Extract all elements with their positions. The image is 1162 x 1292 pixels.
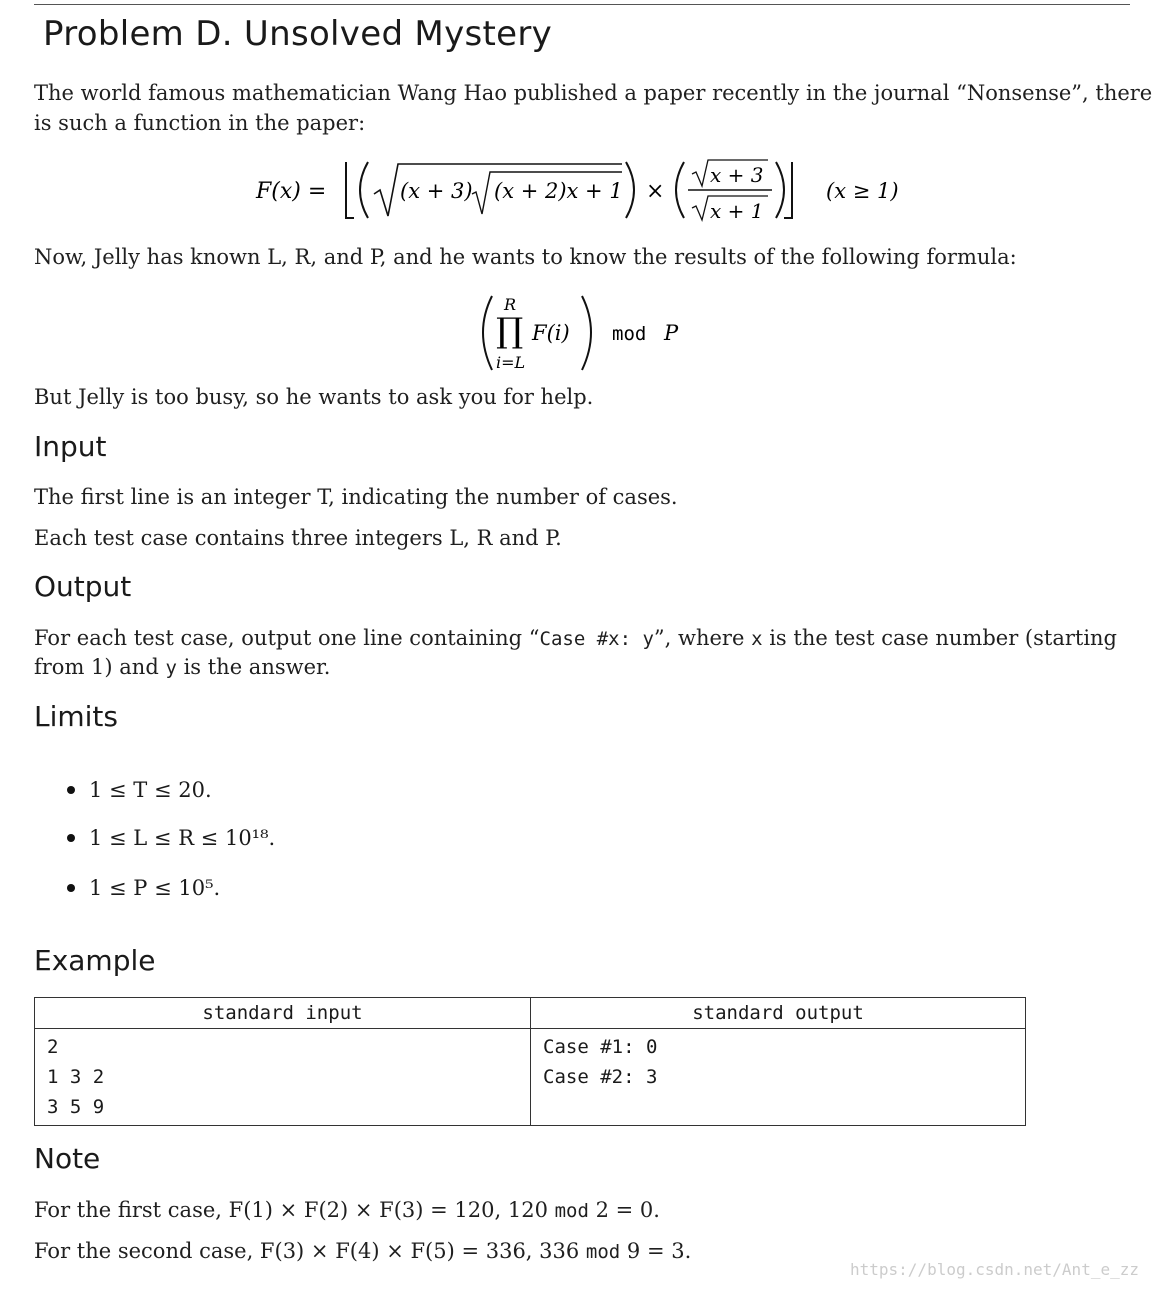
output-line-2 <box>34 652 330 683</box>
formula-condition: (x ≥ 1) <box>826 179 899 203</box>
output-cell <box>531 1029 1026 1126</box>
input-line: 2 <box>47 1036 59 1058</box>
intro-line-1: The world famous mathematician Wang Hao published a paper recently in the journal “Nonsense”, there <box>34 81 1153 105</box>
busy-text: But Jelly is too busy, so he wants to ask you for help. <box>34 385 594 409</box>
product-upper: R <box>504 295 517 314</box>
output-text-c: is the test case number (starting <box>762 626 1117 650</box>
output-text-a: For each test case, output one line containing “ <box>34 626 540 650</box>
input-line: 1 3 2 <box>47 1066 105 1088</box>
formula-denominator: x + 1 <box>710 199 764 223</box>
note-text: 2 = 0. <box>588 1198 660 1222</box>
limit-item <box>67 826 275 850</box>
formula-inner-b: (x + 2)x + 1 <box>494 179 623 203</box>
page-title: Problem D. Unsolved Mystery <box>43 14 553 54</box>
limit-text: 1 ≤ T ≤ 20. <box>89 778 212 802</box>
output-line-1 <box>34 623 1117 654</box>
formula-lhs: F(x) = <box>256 179 327 204</box>
input-line-1: The first line is an integer T, indicating the number of cases. <box>34 485 678 509</box>
product-lower: i=L <box>496 353 526 372</box>
limit-item <box>67 778 212 802</box>
note-text: For the second case, F(3) × F(4) × F(5) = 336, 336 <box>34 1239 586 1263</box>
formula-times: × <box>646 179 665 204</box>
product-formula <box>470 290 710 380</box>
note-heading: Note <box>34 1142 101 1175</box>
output-y: y <box>165 657 177 679</box>
input-cell <box>35 1029 531 1126</box>
product-body: F(i) <box>532 321 570 345</box>
output-x: x <box>751 628 763 650</box>
bullet-icon <box>67 834 75 842</box>
formula-inner-a: (x + 3) <box>400 179 473 203</box>
output-line: Case #2: 3 <box>543 1066 658 1088</box>
bullet-icon <box>67 786 75 794</box>
input-line-2: Each test case contains three integers L, R and P. <box>34 526 562 550</box>
output-text-e: is the answer. <box>176 655 331 679</box>
bullet-icon <box>67 884 75 892</box>
output-heading: Output <box>34 570 132 603</box>
now-text: Now, Jelly has known L, R, and P, and he wants to know the results of the following formula: <box>34 245 1017 269</box>
formula-numerator: x + 3 <box>710 163 764 187</box>
product-modvar: P <box>664 321 679 345</box>
limit-item <box>67 876 220 900</box>
product-mod: mod <box>612 323 647 345</box>
limits-heading: Limits <box>34 700 118 733</box>
limit-text: 1 ≤ P ≤ 10⁵. <box>89 876 221 900</box>
note-mod: mod <box>585 1241 621 1263</box>
note-text: 9 = 3. <box>620 1239 692 1263</box>
col-header-output: standard output <box>531 998 1026 1029</box>
output-text-d: from 1) and <box>34 655 166 679</box>
function-formula <box>240 150 920 230</box>
example-heading: Example <box>34 944 156 977</box>
col-header-input: standard input <box>35 998 531 1029</box>
note-mod: mod <box>554 1200 589 1222</box>
top-rule <box>34 4 1130 5</box>
output-text-b: ”, where <box>653 626 752 650</box>
output-code: Case #x: y <box>539 628 654 650</box>
output-line: Case #1: 0 <box>543 1036 658 1058</box>
limit-text: 1 ≤ L ≤ R ≤ 10¹⁸. <box>89 826 276 850</box>
note-text: For the first case, F(1) × F(2) × F(3) = 120, 120 <box>34 1198 555 1222</box>
input-heading: Input <box>34 430 107 463</box>
example-table <box>34 997 1026 1126</box>
note-line-1 <box>34 1195 660 1226</box>
product-operator: ∏ <box>496 311 524 351</box>
note-line-2 <box>34 1236 691 1267</box>
watermark: https://blog.csdn.net/Ant_e_zz <box>850 1260 1139 1279</box>
intro-line-2: is such a function in the paper: <box>34 111 366 135</box>
input-line: 3 5 9 <box>47 1096 105 1118</box>
